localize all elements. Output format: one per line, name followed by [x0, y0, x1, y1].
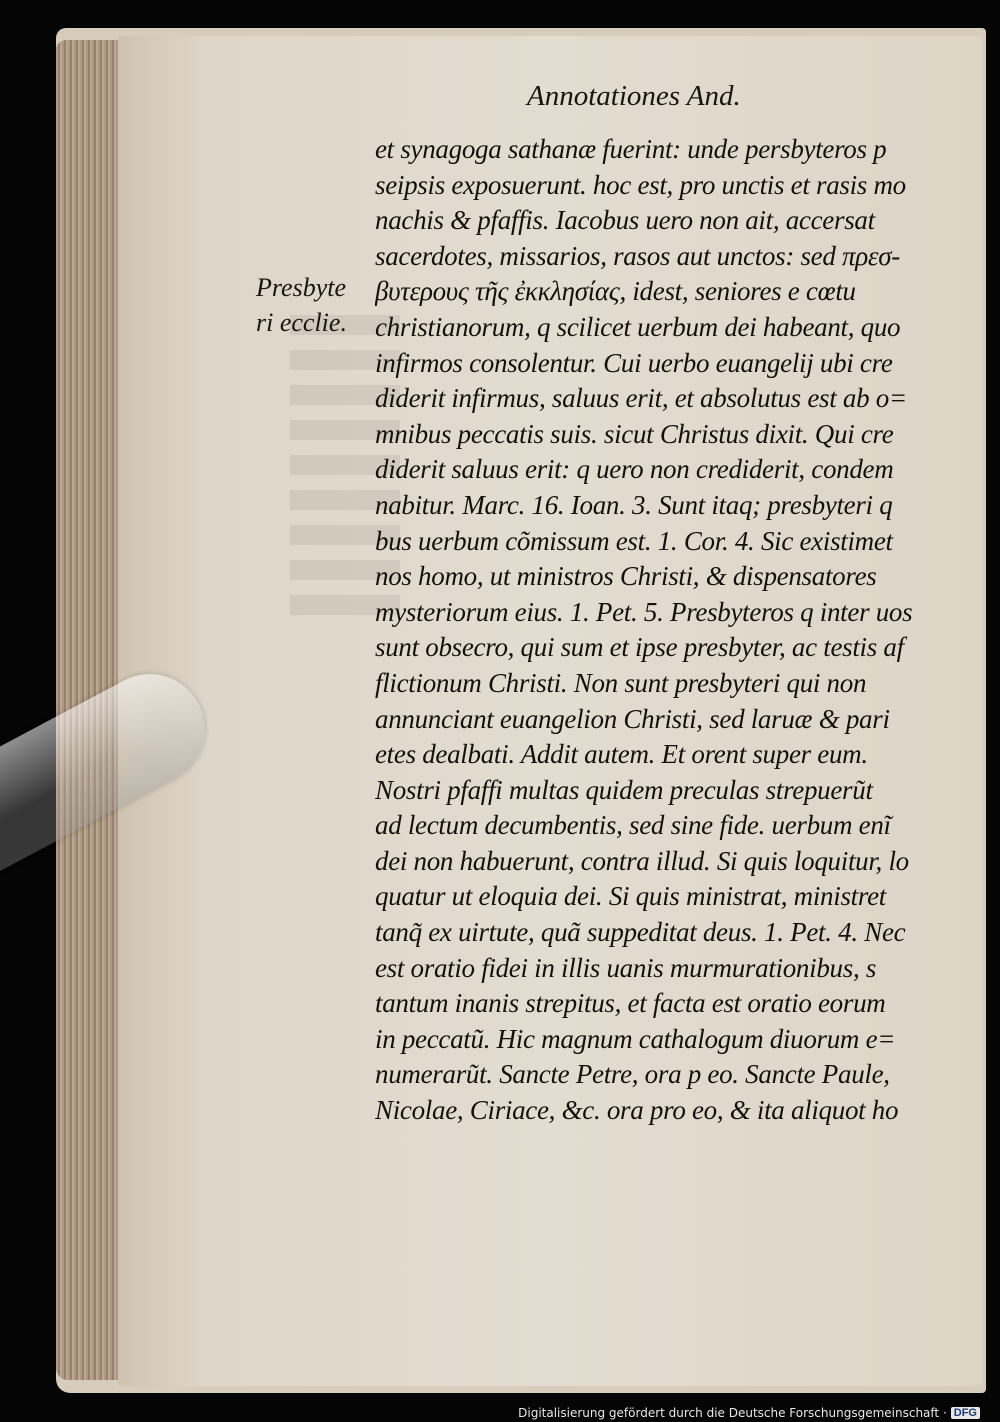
- text-line: Nostri pfaffi multas quidem preculas strepuerũt: [375, 774, 873, 805]
- text-line: flictionum Christi. Non sunt presbyteri qui non: [375, 667, 867, 698]
- text-line: diderit saluus erit: q uero non crediderit, condem: [375, 454, 894, 485]
- dfg-logo[interactable]: DFG: [951, 1407, 980, 1419]
- text-line: sunt obsecro, qui sum et ipse presbyter, ac testis af: [375, 632, 904, 663]
- text-line: nos homo, ut ministros Christi, & dispensatores: [375, 561, 877, 592]
- text-line: dei non habuerunt, contra illud. Si quis loquitur, lo: [375, 845, 909, 876]
- text-line: nabitur. Marc. 16. Ioan. 3. Sunt itaq; presbyteri q: [375, 489, 893, 520]
- text-line: tanq̃ ex uirtute, quã suppeditat deus. 1. Pet. 4. Nec: [375, 917, 906, 948]
- marginal-note: [256, 270, 376, 340]
- marginal-note-line: ri ecclie.: [256, 308, 347, 337]
- text-line: ad lectum decumbentis, sed sine fide. uerbum enĩ: [375, 810, 891, 841]
- text-line: annunciant euangelion Christi, sed laruæ & pari: [375, 703, 890, 734]
- text-line: mysteriorum eius. 1. Pet. 5. Presbyteros q inter uos: [375, 596, 913, 627]
- footer-credit: Digitalisierung gefördert durch die Deutsche Forschungsgemeinschaft ·: [518, 1406, 947, 1420]
- marginal-note-line: Presbyte: [256, 273, 346, 302]
- text-line: diderit infirmus, saluus erit, et absolutus est ab o=: [375, 383, 907, 414]
- text-line: seipsis exposuerunt. hoc est, pro unctis et rasis mo: [375, 169, 906, 200]
- text-line: nachis & pfaffis. Iacobus uero non ait, accersat: [375, 205, 875, 236]
- text-line: numerarũt. Sancte Petre, ora p eo. Sancte Paule,: [375, 1059, 890, 1090]
- text-line: bus uerbum cõmissum est. 1. Cor. 4. Sic existimet: [375, 525, 893, 556]
- text-line: sacerdotes, missarios, rasos aut unctos: sed πρεσ-: [375, 240, 900, 271]
- text-line: et synagoga sathanæ fuerint: unde persbyteros p: [375, 134, 887, 164]
- text-line: tantum inanis strepitus, et facta est oratio eorum: [375, 988, 886, 1019]
- body-text: [375, 132, 950, 1129]
- text-line: infirmos consolentur. Cui uerbo euangelij ubi cre: [375, 347, 893, 378]
- text-line: christianorum, q scilicet uerbum dei habeant, quo: [375, 311, 901, 342]
- digitization-footer: [518, 1406, 980, 1420]
- text-line: Nicolae, Ciriace, &c. ora pro eo, & ita aliquot ho: [375, 1095, 899, 1126]
- running-head: Annotationes And.: [527, 80, 741, 112]
- text-line: in peccatũ. Hic magnum cathalogum diuorum e=: [375, 1023, 896, 1054]
- text-line: etes dealbati. Addit autem. Et orent super eum.: [375, 739, 868, 770]
- text-line: mnibus peccatis suis. sicut Christus dixit. Qui cre: [375, 418, 894, 449]
- text-line: βυτερους τῆς ἐκκλησίας, idest, seniores e cœtu: [375, 276, 856, 307]
- text-line: quatur ut eloquia dei. Si quis ministrat, ministret: [375, 881, 886, 912]
- text-line: est oratio fidei in illis uanis murmurationibus, s: [375, 952, 877, 983]
